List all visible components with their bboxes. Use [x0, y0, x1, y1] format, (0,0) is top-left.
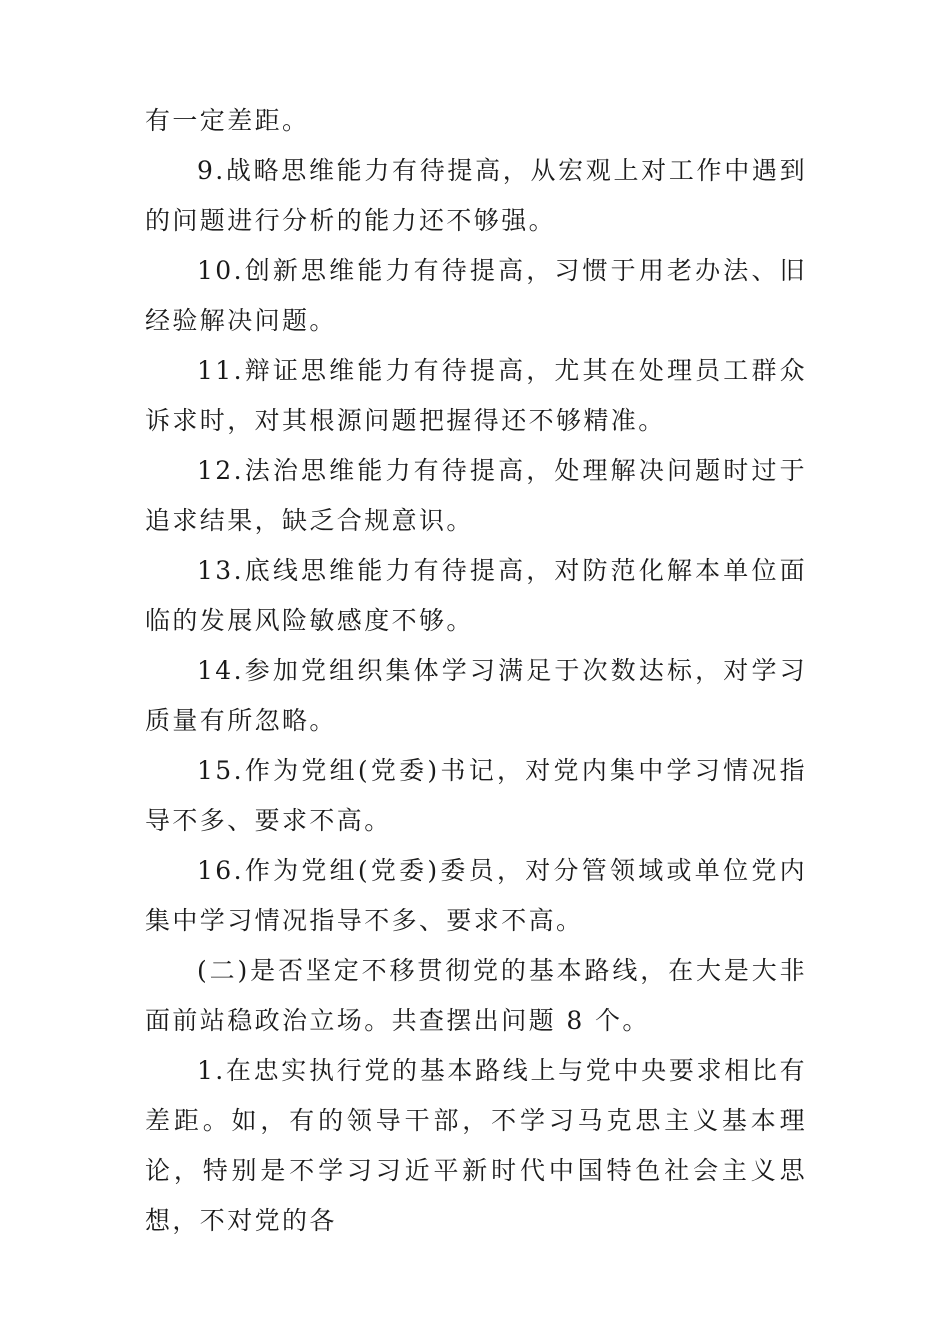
paragraph-item-15: 15.作为党组(党委)书记，对党内集中学习情况指导不多、要求不高。 [145, 756, 807, 835]
paragraph-item-10: 10.创新思维能力有待提高，习惯于用老办法、旧经验解决问题。 [145, 256, 807, 335]
paragraph-item-12: 12.法治思维能力有待提高，处理解决问题时过于追求结果，缺乏合规意识。 [145, 456, 807, 535]
paragraph-item-14: 14.参加党组织集体学习满足于次数达标，对学习质量有所忽略。 [145, 656, 807, 735]
document-page [145, 96, 807, 1246]
paragraph-continuation: 有一定差距。 [145, 106, 310, 135]
paragraph-item-11: 11.辩证思维能力有待提高，尤其在处理员工群众诉求时，对其根源问题把握得还不够精准。 [145, 356, 807, 435]
paragraph-item-13: 13.底线思维能力有待提高，对防范化解本单位面临的发展风险敏感度不够。 [145, 556, 807, 635]
paragraph-item-1: 1.在忠实执行党的基本路线上与党中央要求相比有差距。如，有的领导干部，不学习马克思主义基本理论，特别是不学习习近平新时代中国特色社会主义思想，不对党的各 [145, 1056, 807, 1235]
paragraph-item-16: 16.作为党组(党委)委员，对分管领域或单位党内集中学习情况指导不多、要求不高。 [145, 856, 807, 935]
paragraph-item-9: 9.战略思维能力有待提高，从宏观上对工作中遇到的问题进行分析的能力还不够强。 [145, 156, 807, 235]
section-heading-2: (二)是否坚定不移贯彻党的基本路线，在大是大非面前站稳政治立场。共查摆出问题 8 个。 [145, 956, 807, 1035]
